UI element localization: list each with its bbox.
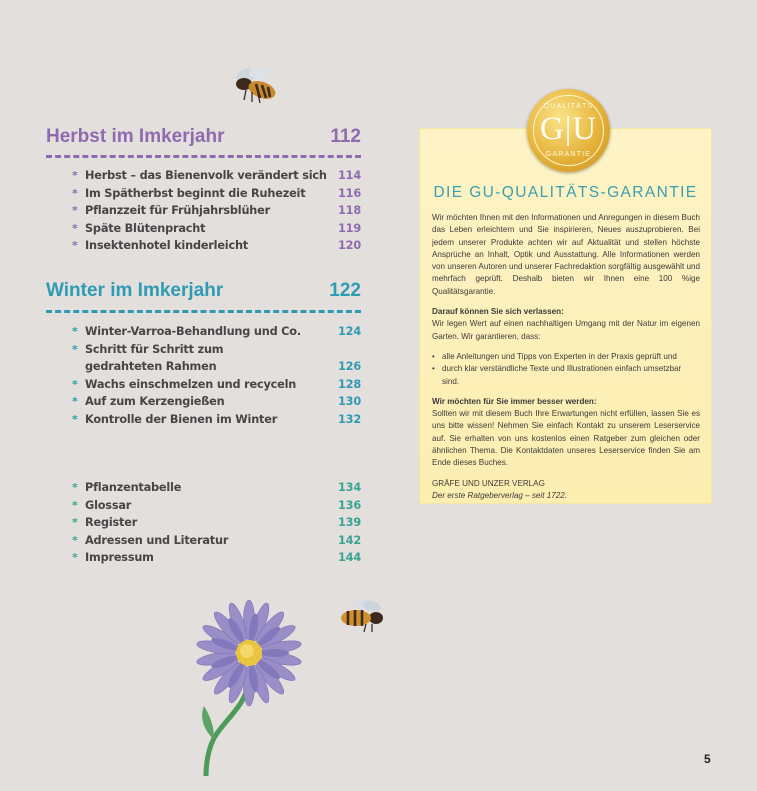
guarantee-bullets bbox=[432, 351, 700, 388]
aster-flower-icon bbox=[192, 598, 302, 780]
toc-entry[interactable] bbox=[72, 549, 361, 567]
bee-icon bbox=[336, 598, 388, 634]
section-title-winter[interactable] bbox=[46, 280, 361, 302]
toc-list-herbst bbox=[72, 167, 361, 255]
entry-label: Glossar bbox=[85, 498, 132, 512]
star-icon: * bbox=[72, 498, 78, 512]
star-icon: * bbox=[72, 377, 78, 391]
entry-page: 120 bbox=[338, 239, 361, 253]
star-icon: * bbox=[72, 412, 78, 426]
entry-page: 136 bbox=[338, 498, 361, 512]
star-icon: * bbox=[72, 342, 78, 356]
toc-entry[interactable] bbox=[72, 532, 361, 550]
entry-label-line1: Schritt für Schritt zum bbox=[85, 342, 224, 356]
guarantee-rely bbox=[432, 306, 700, 343]
entry-page: 139 bbox=[338, 516, 361, 530]
better-heading: Wir möchten für Sie immer besser werden: bbox=[432, 396, 597, 406]
toc-entry[interactable] bbox=[72, 237, 361, 255]
entry-label: Kontrolle der Bienen im Winter bbox=[85, 412, 278, 426]
guarantee-heading: DIE GU-QUALITÄTS-GARANTIE bbox=[433, 184, 698, 201]
guarantee-intro: Wir möchten Ihnen mit den Informationen und Anregungen in diesem Buch das Leben erleichtern und Sie inspirieren, Neues auszuprobieren. Bei jedem unserer Produkte achten wir auf Aktualität und stellen höchste Ansprüche an Inhalt, Optik und Ausstattung. Alle Informationen werden von unseren Autoren und unserer Fachredaktion sorgfältig ausgewählt und mehrfach geprüft. Deshalb bieten wir Ihnen eine 100 %ige Qualitätsgarantie. bbox=[432, 213, 700, 296]
section-page-number: 122 bbox=[329, 280, 361, 301]
entry-label: Herbst – das Bienenvolk verändert sich bbox=[85, 169, 327, 182]
star-icon: * bbox=[72, 325, 78, 338]
guarantee-better bbox=[432, 396, 700, 470]
entry-page: 124 bbox=[338, 325, 361, 338]
entry-page: 144 bbox=[338, 551, 361, 565]
rely-heading: Darauf können Sie sich verlassen: bbox=[432, 307, 564, 317]
entry-label: Pflanzzeit für Frühjahrsblüher bbox=[85, 204, 270, 218]
bee-icon bbox=[232, 66, 284, 106]
entry-label: Winter-Varroa-Behandlung und Co. bbox=[85, 325, 301, 338]
star-icon: * bbox=[72, 551, 78, 565]
star-icon: * bbox=[72, 204, 78, 218]
divider-dashed bbox=[46, 155, 361, 158]
guarantee-text bbox=[432, 212, 700, 502]
section-title-label: Herbst im Imkerjahr bbox=[46, 126, 225, 147]
entry-page: 130 bbox=[338, 395, 361, 409]
section-page-number: 112 bbox=[330, 126, 361, 147]
entry-page: 132 bbox=[338, 412, 361, 426]
entry-label: Insektenhotel kinderleicht bbox=[85, 239, 249, 253]
publisher-footer bbox=[432, 478, 700, 503]
toc-entry[interactable] bbox=[72, 185, 361, 203]
section-title-herbst[interactable] bbox=[46, 126, 361, 148]
toc-entry[interactable] bbox=[72, 411, 361, 429]
entry-page: 114 bbox=[338, 169, 361, 182]
toc-list-appendix bbox=[72, 479, 361, 567]
entry-label: Auf zum Kerzengießen bbox=[85, 395, 225, 409]
star-icon: * bbox=[72, 481, 78, 494]
toc-entry[interactable] bbox=[72, 479, 361, 497]
section-title-label: Winter im Imkerjahr bbox=[46, 280, 224, 301]
toc-entry[interactable] bbox=[72, 167, 361, 185]
entry-page: 118 bbox=[338, 204, 361, 218]
better-text: Sollten wir mit diesem Buch Ihre Erwartungen nicht erfüllen, lassen Sie es uns bitte wissen! Nehmen Sie einfach Kontakt zu unserem Leserservice auf. Sie erhalten von uns kostenlos einen Ratgeber zum gleichen oder ähnlichen Thema. Die Kontaktdaten unseres Leserservice finden Sie am Ende dieses Buches. bbox=[432, 409, 700, 468]
toc-entry[interactable] bbox=[72, 323, 361, 341]
star-icon: * bbox=[72, 186, 78, 200]
star-icon: * bbox=[72, 221, 78, 235]
entry-label: Späte Blütenpracht bbox=[85, 221, 206, 235]
entry-label: Adressen und Literatur bbox=[85, 533, 229, 547]
gu-seal-icon bbox=[527, 89, 610, 172]
toc-entry[interactable] bbox=[72, 514, 361, 532]
toc-entry[interactable] bbox=[72, 202, 361, 220]
entry-page: 128 bbox=[338, 377, 361, 391]
entry-label: Im Spätherbst beginnt die Ruhezeit bbox=[85, 186, 306, 200]
entry-page: 134 bbox=[338, 481, 361, 494]
star-icon: * bbox=[72, 395, 78, 409]
publisher-tagline: Der erste Ratgeberverlag – seit 1722. bbox=[432, 490, 567, 500]
star-icon: * bbox=[72, 239, 78, 253]
star-icon: * bbox=[72, 169, 78, 182]
toc-entry[interactable] bbox=[72, 341, 361, 376]
entry-label: Wachs einschmelzen und recyceln bbox=[85, 377, 297, 391]
seal-bottom-text: GARANTIE bbox=[545, 151, 592, 158]
bullet-item: • durch klar verständliche Texte und Illustrationen einfach umsetzbar sind. bbox=[432, 363, 700, 388]
seal-top-text: QUALITÄTS bbox=[543, 103, 594, 110]
toc-entry[interactable] bbox=[72, 393, 361, 411]
publisher-name: GRÄFE UND UNZER VERLAG bbox=[432, 478, 545, 488]
seal-logo: G|U bbox=[539, 111, 598, 147]
entry-label: Impressum bbox=[85, 551, 154, 565]
entry-page: 116 bbox=[338, 186, 361, 200]
rely-text: Wir legen Wert auf einen nachhaltigen Umgang mit der Natur im eigenen Garten. Wir garantieren, dass: bbox=[432, 319, 700, 341]
divider-dashed bbox=[46, 310, 361, 313]
entry-page: 142 bbox=[338, 533, 361, 547]
page-number: 5 bbox=[704, 752, 711, 766]
toc-list-winter bbox=[72, 323, 361, 428]
toc-entry[interactable] bbox=[72, 220, 361, 238]
entry-label-line2: gedrahteten Rahmen bbox=[85, 360, 217, 374]
entry-label: Register bbox=[85, 516, 138, 530]
star-icon: * bbox=[72, 516, 78, 530]
entry-page: 119 bbox=[338, 221, 361, 235]
entry-label: Pflanzentabelle bbox=[85, 481, 182, 494]
entry-page: 126 bbox=[338, 360, 361, 373]
bullet-item: • alle Anleitungen und Tipps von Experten in der Praxis geprüft und bbox=[432, 351, 700, 363]
toc-entry[interactable] bbox=[72, 497, 361, 515]
star-icon: * bbox=[72, 533, 78, 547]
toc-entry[interactable] bbox=[72, 376, 361, 394]
